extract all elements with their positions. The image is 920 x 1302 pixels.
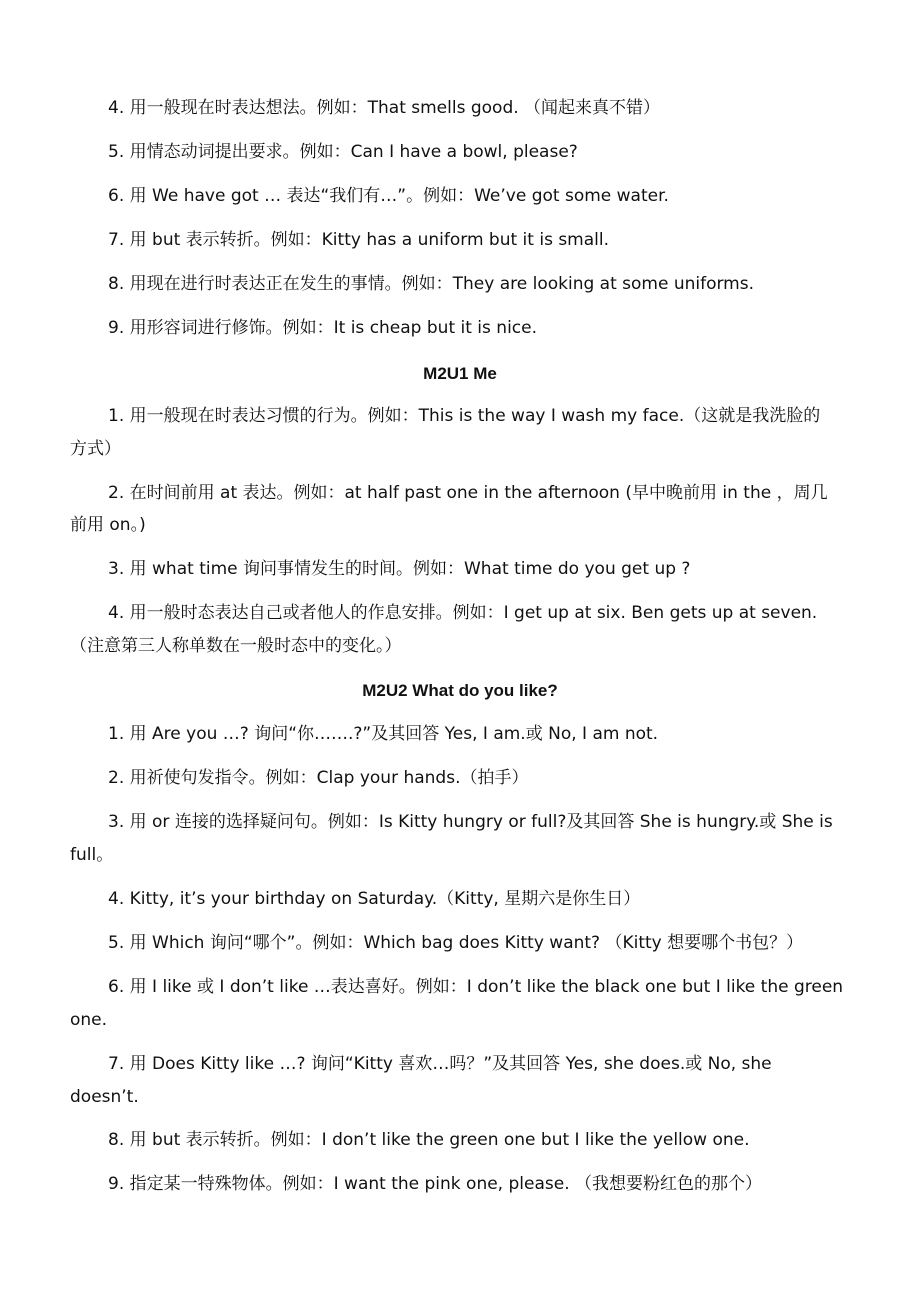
list-item: 6. 用 We have got … 表达“我们有…”。例如：We’ve got some water. — [108, 186, 669, 206]
list-item: 2. 用祈使句发指令。例如：Clap your hands.（拍手） — [108, 768, 529, 788]
list-item: 9. 用形容词进行修饰。例如：It is cheap but it is nice. — [108, 318, 538, 338]
list-item-continuation: 方式） — [70, 439, 121, 459]
list-item: 3. 用 what time 询问事情发生的时间。例如：What time do you get up ? — [108, 559, 691, 579]
list-item: 9. 指定某一特殊物体。例如：I want the pink one, please. （我想要粉红色的那个） — [108, 1174, 763, 1194]
list-item-continuation: doesn’t. — [70, 1087, 139, 1107]
list-item: 4. 用一般时态表达自己或者他人的作息安排。例如：I get up at six. Ben gets up at seven. — [108, 603, 818, 623]
list-item: 4. 用一般现在时表达想法。例如：That smells good. （闻起来真不错） — [108, 98, 661, 118]
list-item: 6. 用 I like 或 I don’t like …表达喜好。例如：I don’t like the black one but I like the green — [108, 977, 844, 997]
list-item: 4. Kitty, it’s your birthday on Saturday.（Kitty, 星期六是你生日） — [108, 889, 641, 909]
list-item: 8. 用现在进行时表达正在发生的事情。例如：They are looking at some uniforms. — [108, 274, 754, 294]
list-item-continuation: one. — [70, 1010, 108, 1030]
list-item: 7. 用 Does Kitty like …? 询问“Kitty 喜欢…吗？”及其回答 Yes, she does.或 No, she — [108, 1054, 772, 1074]
section-heading: M2U1 Me — [423, 364, 497, 383]
list-item: 7. 用 but 表示转折。例如：Kitty has a uniform but it is small. — [108, 230, 610, 250]
list-item: 2. 在时间前用 at 表达。例如：at half past one in the afternoon (早中晚前用 in the ，周几 — [108, 483, 828, 503]
list-item: 5. 用情态动词提出要求。例如：Can I have a bowl, please? — [108, 142, 578, 162]
list-item: 3. 用 or 连接的选择疑问句。例如：Is Kitty hungry or full?及其回答 She is hungry.或 She is — [108, 812, 833, 832]
list-item-continuation: （注意第三人称单数在一般时态中的变化。） — [70, 636, 402, 656]
list-item: 5. 用 Which 询问“哪个”。例如：Which bag does Kitty want? （Kitty 想要哪个书包？） — [108, 933, 804, 953]
section-heading: M2U2 What do you like? — [362, 681, 558, 700]
list-item-continuation: full。 — [70, 845, 114, 865]
list-item-continuation: 前用 on。) — [70, 515, 146, 535]
list-item: 8. 用 but 表示转折。例如：I don’t like the green one but I like the yellow one. — [108, 1130, 750, 1150]
list-item: 1. 用 Are you …? 询问“你…….?”及其回答 Yes, I am.或 No, I am not. — [108, 724, 659, 744]
list-item: 1. 用一般现在时表达习惯的行为。例如：This is the way I wash my face.（这就是我洗脸的 — [108, 406, 821, 426]
